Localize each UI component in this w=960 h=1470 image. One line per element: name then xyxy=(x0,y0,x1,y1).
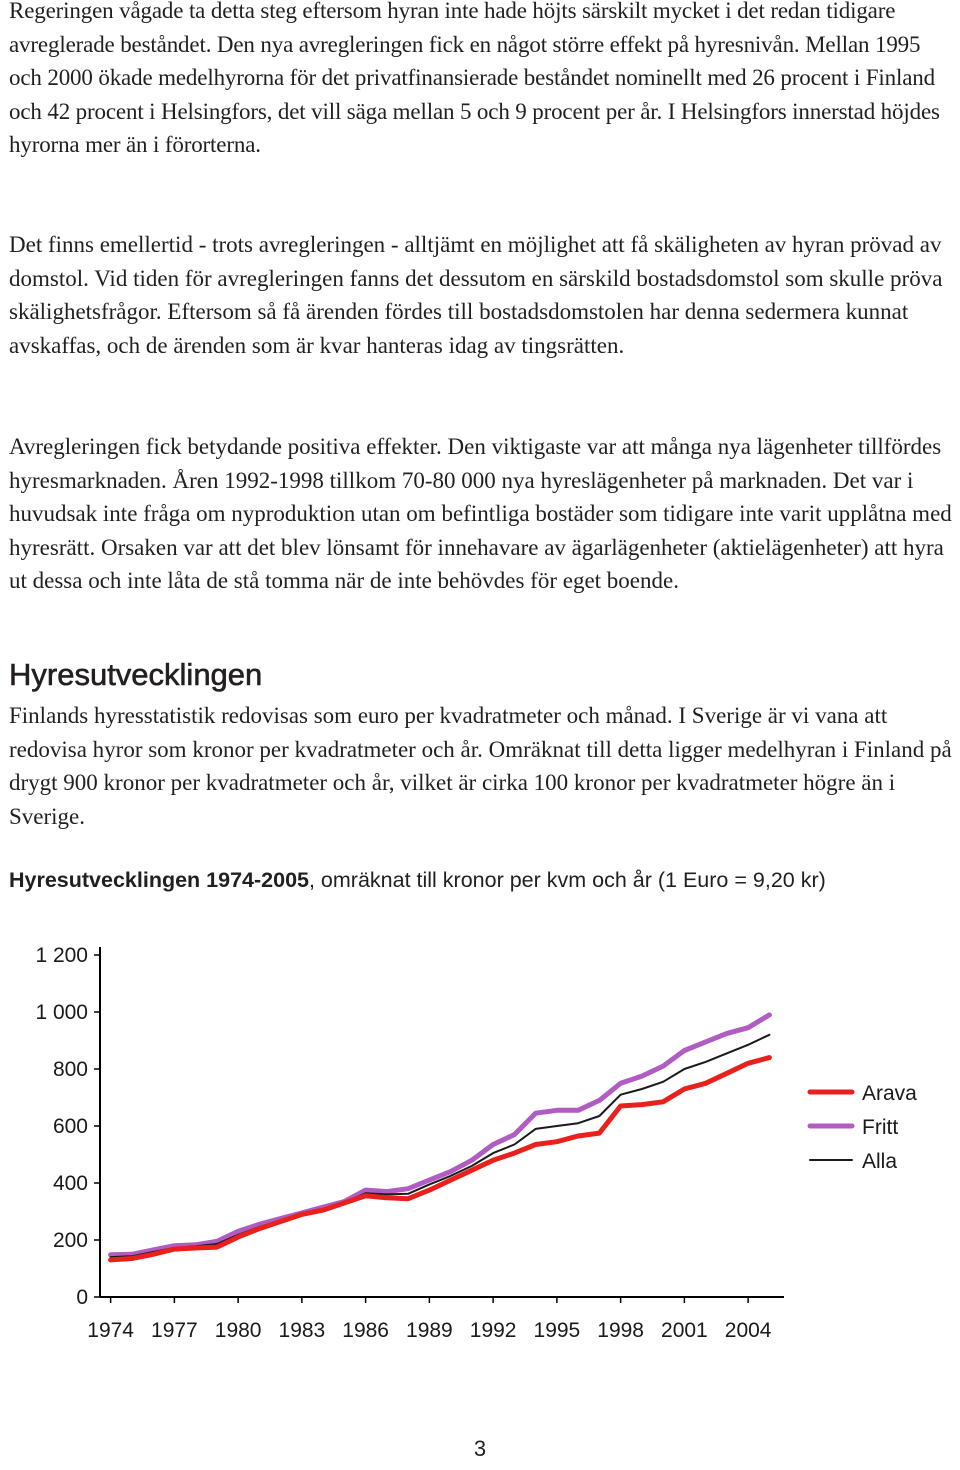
series-line-arava xyxy=(111,1058,770,1260)
x-tick-label: 1980 xyxy=(214,1319,262,1342)
paragraph-1: Regeringen vågade ta detta steg eftersom hyran inte hade höjts särskilt mycket i det redan tidigare avreglerade beståndet. Den nya avregleringen fick en något större effekt på hyresnivån. Mellan 1995 och 2000 ökade medelhyrorna för det privatfinansierade beståndet nominellt med 26 procent i Finland och 42 procent i Helsingfors, det vill säga mellan 5 och 9 procent per år. I Helsingfors innerstad höjdes hyrorna mer än i förorterna. xyxy=(9,0,940,158)
chart-caption xyxy=(9,868,826,893)
chart-caption-rest: , omräknat till kronor per kvm och år (1 Euro = 9,20 kr) xyxy=(308,868,826,892)
y-tick-label: 1 200 xyxy=(35,944,88,967)
y-tick-label: 800 xyxy=(52,1058,88,1081)
x-tick-label: 2004 xyxy=(724,1319,772,1342)
paragraph-4: Finlands hyresstatistik redovisas som euro per kvadratmeter och månad. I Sverige är vi vana att redovisa hyror som kronor per kvadratmeter och år. Omräknat till detta ligger medelhyran i Finland på drygt 900 kronor per kvadratmeter och år, vilket är cirka 100 kronor per kvadratmeter högre än i Sverige. xyxy=(9,703,952,829)
x-tick-label: 1992 xyxy=(469,1319,517,1342)
x-tick-label: 1998 xyxy=(597,1319,644,1342)
y-tick-label: 600 xyxy=(52,1115,88,1138)
series-line-alla xyxy=(111,1035,770,1257)
x-tick-label: 1983 xyxy=(278,1319,326,1342)
series-line-fritt xyxy=(111,1015,770,1255)
legend-label-alla: Alla xyxy=(862,1150,898,1173)
paragraph-2: Det finns emellertid - trots avregleringen - alltjämt en möjlighet att få skäligheten av hyran prövad av domstol. Vid tiden för avregleringen fanns det dessutom en särskild bostadsdomstol som skulle pröva skälighetsfrågor. Eftersom så få ärenden fördes till bostadsdomstolen har denna sedermera kunnat avskaffas, och de ärenden som är kvar hanteras idag av tingsrätten. xyxy=(9,232,943,358)
x-tick-label: 1986 xyxy=(342,1319,389,1342)
y-tick-label: 200 xyxy=(52,1229,88,1252)
y-tick-label: 400 xyxy=(52,1172,88,1195)
y-tick-label: 0 xyxy=(76,1286,88,1309)
legend-label-arava: Arava xyxy=(862,1082,917,1105)
page-number: 3 xyxy=(473,1436,487,1461)
x-tick-label: 1995 xyxy=(533,1319,581,1342)
x-tick-label: 1989 xyxy=(406,1319,453,1342)
x-tick-label: 1977 xyxy=(151,1319,198,1342)
section-heading: Hyresutvecklingen xyxy=(9,657,263,692)
paragraph-3: Avregleringen fick betydande positiva effekter. Den viktigaste var att många nya lägenheter tillfördes hyresmarknaden. Åren 1992-1998 tillkom 70-80 000 nya hyreslägenheter på marknaden. Det var i huvudsak inte fråga om nyproduktion utan om befintliga bostäder som tidigare inte varit upplåtna med hyresrätt. Orsaken var att det blev lönsamt för innehavare av ägarlägenheter (aktielägenheter) att hyra ut dessa och inte låta de stå tomma när de inte behövdes för eget boende. xyxy=(9,434,952,594)
x-tick-label: 1974 xyxy=(87,1319,134,1342)
legend-label-fritt: Fritt xyxy=(862,1116,899,1139)
chart-container xyxy=(35,920,950,1360)
x-tick-label: 2001 xyxy=(661,1319,708,1342)
y-tick-label: 1 000 xyxy=(35,1001,88,1024)
chart-caption-title: Hyresutvecklingen 1974-2005 xyxy=(9,868,309,892)
rent-chart xyxy=(35,920,950,1360)
